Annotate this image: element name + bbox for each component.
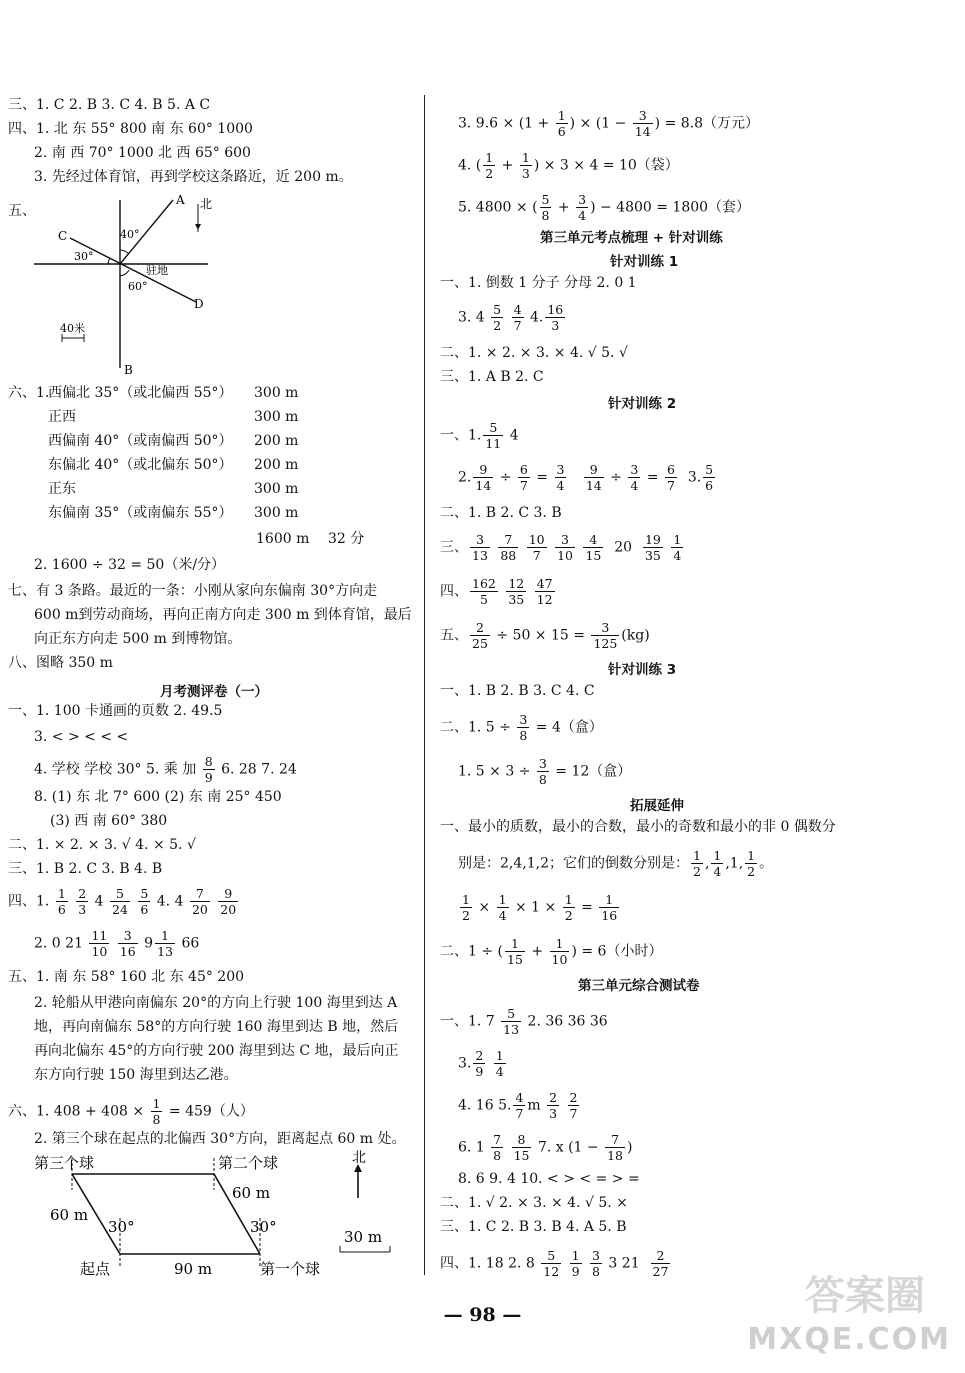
text: 9 [144,935,154,952]
text: 二、1. 5 ÷ [440,719,511,736]
ball3-label: 第三个球 [34,1154,95,1172]
text: 6. 1 [458,1139,485,1156]
fraction: $\frac{5}{6}$ [140,886,149,917]
text: 4 [509,427,519,444]
fraction: $\frac{3}{4}$ [578,192,587,223]
fraction: $\frac{1}{2}$ [747,848,756,879]
fraction: $\frac{9}{14}$ [475,462,492,493]
fraction: $\frac{5}{24}$ [112,886,128,917]
ball2-label: 第二个球 [218,1154,279,1172]
answer-line: 二、1 ÷ ( $\frac{1}{15}$ + $\frac{1}{10}$ ) = 6（小时） [440,936,663,967]
fraction: $\frac{1}{6}$ [557,108,566,139]
fraction: $\frac{16}{3}$ [547,302,564,333]
answer-line: 二、1. × 2. × 3. √ 4. × 5. √ [8,837,196,853]
answer-line: 5. 4800 × ( $\frac{5}{8}$ + $\frac{3}{4}$ ) − 4800 = 1800（套） [458,192,751,223]
answer-line: (3) 西 南 60° 380 [50,813,168,829]
answer-line: 三、1. C 2. B 3. B 4. A 5. B [440,1219,627,1235]
fraction: $\frac{1}{4}$ [713,848,722,879]
denominator: 9 [204,770,213,785]
answer-line: 三、1. C 2. B 3. C 4. B 5. A C [8,97,211,113]
direction-row-text: 西偏南 40°（或南偏西 50°） [48,433,233,449]
answer-line [440,576,557,607]
answer-line: 三、1. B 2. C 3. B 4. B [8,861,163,877]
fraction: $\frac{4}{7}$ [515,1090,524,1121]
answer-line: 2. 第三个球在起点的北偏西 30°方向，距离起点 60 m 处。 [34,1131,406,1147]
fraction: $\frac{3}{8}$ [538,756,547,787]
answer-line [440,712,603,743]
text: 2. 36 36 36 [527,1013,608,1030]
fraction: $\frac{7}{8}$ [493,1132,502,1163]
text: 五、 [440,627,468,644]
fraction: $\frac{5}{12}$ [543,1248,560,1279]
total-time: 32 分 [328,531,365,547]
watermark-logo: 答案圈 [805,1273,925,1319]
answer-line: 2. 南 西 70° 1000 北 西 65° 600 [34,145,251,161]
text: 3. 4 [458,309,485,326]
fraction: $\frac{4}{15}$ [585,532,602,563]
answer-line: 6. 1 $\frac{7}{8}$ $\frac{8}{15}$ 7. x (1 − $\frac{7}{18}$ ) [458,1132,633,1163]
answer-line [458,756,631,787]
angle-60: 60° [128,280,148,293]
text: 六、1. 408 + 408 × [8,1103,145,1120]
answer-line: 地，再向南偏东 58°的方向行驶 160 海里到达 B 地，然后 [34,1019,399,1035]
text: 3. [687,469,702,486]
answer-line: 二、1. B 2. C 3. B [440,505,562,521]
fraction: $\frac{6}{7}$ [666,462,675,493]
fraction: $\frac{3}{125}$ [593,620,618,651]
label-camp: 驻地 [146,264,168,277]
fraction: $\frac{2}{3}$ [78,886,87,917]
direction-row-text: 正东 [48,481,76,497]
answer-line [458,302,567,333]
section-title: 针对训练 3 [608,662,677,678]
answer-line: 三、 $\frac{3}{13}$ $\frac{7}{88}$ $\frac{10}{7}$ $\frac{3}{10}$ $\frac{4}{15}$ 20 $\frac{19}{35}$ $\frac{1}{4}$ [440,532,682,563]
answer-line: 三、1. A B 2. C [440,369,544,385]
answer-line: 五、1. 南 东 58° 160 北 东 45° 200 [8,969,245,985]
answer-line: 向正东方向走 500 m 到博物馆。 [34,631,242,647]
text: 四、1. 18 2. 8 [440,1255,535,1272]
fraction: $\frac{5}{8}$ [541,192,550,223]
fraction: $\frac{8}{15}$ [513,1132,530,1163]
text: (kg) [621,627,650,644]
answer-line: 3. < > < < < [34,729,129,745]
fraction: $\frac{2}{25}$ [472,620,488,651]
distance-60-right: 60 m [232,1184,271,1202]
text: = 12（盒） [555,763,632,780]
angle-30: 30° [74,250,94,263]
answer-line: 再向北偏东 45°的方向行驶 200 海里到达 C 地，最后向正 [34,1043,399,1059]
fraction: $\frac{9}{14}$ [585,462,602,493]
answer-line: 一、1. B 2. B 3. C 4. C [440,683,595,699]
ball-path-diagram [22,1148,402,1282]
fraction: $\frac{1}{4}$ [673,532,682,563]
fraction: $\frac{3}{4}$ [630,462,639,493]
answer-line: 3. 9.6 × (1 + $\frac{1}{6}$ ) × (1 − $\frac{3}{14}$ ) = 8.8（万元） [458,108,760,139]
text: 三、 [440,539,468,556]
direction-row-distance: 300 m [254,481,299,497]
fraction: $\frac{1}{3}$ [521,150,530,181]
text: 66 [181,935,200,952]
fraction: $\frac{5}{6}$ [705,462,714,493]
text: = 459（人） [168,1103,254,1120]
fraction: $\frac{4}{7}$ [513,302,522,333]
text: = 4（盒） [535,719,603,736]
answer-line: 四、1. 北 东 55° 800 南 东 60° 1000 [8,121,253,137]
fraction: $\frac{1}{2}$ [564,892,573,923]
fraction: $\frac{1}{4}$ [498,892,507,923]
answer-line: 8. 6 9. 4 10. < > < = > = [458,1171,640,1187]
start-label: 起点 [80,1260,111,1278]
fraction: $\frac{7}{18}$ [607,1132,623,1163]
text: ÷ 50 × 15 = [496,627,585,644]
fraction: $\frac{11}{10}$ [91,928,108,959]
text: 别是：2,4,1,2；它们的倒数分别是： [458,855,689,872]
fraction: $\frac{3}{16}$ [119,928,136,959]
ball1-label: 第一个球 [260,1260,321,1278]
label-north: 北 [200,197,213,211]
north-label: 北 [352,1150,366,1166]
distance-60-left: 60 m [50,1206,89,1224]
text: 一、1. [440,427,482,444]
fraction: $\frac{7}{88}$ [500,532,517,563]
fraction: $\frac{7}{20}$ [191,886,208,917]
text: 4. 16 5. [458,1097,512,1114]
fraction: $\frac{5}{2}$ [493,302,502,333]
answer-line [440,420,519,451]
direction-row-distance: 300 m [254,409,299,425]
text: 7. x [537,1139,564,1156]
answer-line: $\frac{1}{2}$ × $\frac{1}{4}$ × 1 × $\frac{1}{2}$ = $\frac{1}{16}$ [462,892,618,923]
answer-line [458,1090,581,1121]
direction-row-text: 正西 [48,409,76,425]
direction-row-text: 西偏北 35°（或北偏西 55°） [48,385,233,401]
section-title: 针对训练 2 [608,396,677,412]
fraction: $\frac{10}{7}$ [528,532,545,563]
fraction: $\frac{1}{10}$ [551,936,568,967]
distance-90: 90 m [174,1260,213,1278]
direction-diagram-1 [28,190,218,380]
fraction: $\frac{162}{5}$ [472,576,496,607]
fraction: $\frac{5}{11}$ [485,420,502,451]
scale-label: 40米 [60,322,85,335]
text: 4. [529,309,544,326]
watermark-site: MXQE.COM [747,1322,951,1357]
answer-line: 一、1. 100 卡通画的页数 2. 49.5 [8,703,223,719]
fraction: $\frac{2}{9}$ [475,1048,484,1079]
answer-line: 一、最小的质数，最小的合数，最小的奇数和最小的非 0 偶数分 [440,819,836,835]
section-label: 五、 [8,203,36,219]
answer-line: 600 m到劳动商场，再向正南方向走 300 m 到体育馆，最后 [34,607,412,623]
direction-row-distance: 300 m [254,505,299,521]
answer-line: 一、1. 倒数 1 分子 分母 2. 0 1 [440,275,637,291]
text: 4 [94,893,104,910]
answer-line: 4. ( $\frac{1}{2}$ + $\frac{1}{3}$ ) × 3 × 4 = 10（袋） [458,150,679,181]
text: 4. 学校 学校 30° 5. 乘 加 [34,761,197,778]
answer-line: 八、图略 350 m [8,655,113,671]
angle-30-right: 30° [250,1218,277,1236]
fraction: $\frac{6}{7}$ [519,462,528,493]
fraction: $\frac{1}{2}$ [462,892,470,923]
fraction: $\frac{3}{10}$ [557,532,573,563]
text: m [527,1097,541,1114]
section-title: 第三单元考点梳理 + 针对训练 [540,230,723,246]
fraction: $\frac{19}{35}$ [644,532,661,563]
fraction: $\frac{3}{13}$ [472,532,488,563]
answer-line: 二、1. √ 2. × 3. × 4. √ 5. × [440,1195,628,1211]
answer-line [440,1006,608,1037]
text: 2. 0 21 [34,935,83,952]
answer-line: 2. $\frac{9}{14}$ ÷ $\frac{6}{7}$ = $\frac{3}{4}$ $\frac{9}{14}$ ÷ $\frac{3}{4}$ = $\frac{6}{7}$ 3. $\frac{5}{6}$ [458,462,714,493]
answer-line [34,754,297,785]
text: 一、1. 7 [440,1013,495,1030]
fraction: $\frac{1}{8}$ [152,1096,161,1127]
column-divider [424,95,425,1275]
fraction: $\frac{12}{35}$ [508,576,525,607]
text: 4. 4 [156,893,184,910]
fraction: $\frac{1}{9}$ [571,1248,580,1279]
answer-line: 四、1. 18 2. 8 $\frac{5}{12}$ $\frac{1}{9}$ $\frac{3}{8}$ 3 21 $\frac{2}{27}$ [440,1248,669,1279]
text: 3. [458,1055,472,1072]
section-title: 针对训练 1 [610,254,679,270]
direction-row-distance: 200 m [254,433,299,449]
fraction: $\frac{2}{27}$ [652,1248,669,1279]
page-number: — 98 — [443,1304,522,1326]
direction-row-text: 东偏南 35°（或南偏东 55°） [48,505,233,521]
direction-row-text: 东偏北 40°（或北偏东 50°） [48,457,233,473]
text: ) = 6（小时） [571,943,663,960]
answer-line: 2. 轮船从甲港向南偏东 20°的方向上行驶 100 海里到达 A [34,995,398,1011]
text: 2. [458,469,472,486]
text: 二、1 ÷ ( [440,943,503,960]
answer-line: 二、1. × 2. × 3. × 4. √ 5. √ [440,345,628,361]
answer-line: 8. (1) 东 北 7° 600 (2) 东 南 25° 450 [34,789,282,805]
answer-line [8,886,240,917]
fraction: $\frac{1}{4}$ [495,1048,504,1079]
text: 四、1. [8,893,50,910]
fraction: $\frac{5}{13}$ [503,1006,520,1037]
scale-label: 30 m [344,1228,383,1246]
fraction: $\frac{1}{16}$ [601,892,618,923]
fraction: $\frac{1}{6}$ [57,886,66,917]
direction-row-distance: 300 m [254,385,299,401]
angle-40: 40° [120,228,140,241]
fraction: $\frac{2}{7}$ [569,1090,578,1121]
fraction: $\frac{3}{14}$ [634,108,651,139]
fraction: $\frac{47}{12}$ [536,576,553,607]
text: 6. 28 7. 24 [221,761,297,778]
section-title: 第三单元综合测试卷 [578,978,700,994]
answer-line [458,1048,508,1079]
fraction: $\frac{1}{2}$ [485,150,494,181]
direction-row-distance: 200 m [254,457,299,473]
fraction: $\frac{2}{3}$ [549,1090,558,1121]
answer-line: 别是：2,4,1,2；它们的倒数分别是： $\frac{1}{2}$ , $\frac{1}{4}$ ,1, $\frac{1}{2}$ 。 [458,848,774,879]
label-C: C [58,229,68,243]
answer-line: 七、有 3 条路。最近的一条：小刚从家向东偏南 30°方向走 [8,583,378,599]
label-B: B [124,363,133,377]
fraction: $\frac{1}{13}$ [157,928,173,959]
answer-line: 东方向行驶 150 海里到达乙港。 [34,1067,238,1083]
fraction: $\frac{3}{8}$ [592,1248,600,1279]
text: 3 [608,1255,618,1272]
text: 1. 5 × 3 ÷ [458,763,531,780]
angle-30-left: 30° [108,1218,135,1236]
section-label: 六、1. [8,385,50,401]
answer-line: 3. 先经过体育馆，再到学校这条路近，近 200 m。 [34,169,353,185]
label-D: D [194,297,204,311]
label-A: A [176,193,185,207]
section-title: 拓展延伸 [630,798,684,814]
section-title: 月考测评卷（一） [160,684,268,700]
answer-line [34,928,199,959]
text: 四、 [440,583,468,600]
fraction: $\frac{9}{20}$ [220,886,237,917]
answer-line [8,1096,254,1127]
fraction: $\frac{1}{2}$ [692,848,701,879]
answer-line: 2. 1600 ÷ 32 = 50（米/分） [34,557,226,573]
fraction: $\frac{1}{15}$ [507,936,523,967]
total-distance: 1600 m [256,531,310,547]
fraction: $\frac{3}{8}$ [519,712,528,743]
fraction: $\frac{3}{4}$ [556,462,565,493]
fraction [203,754,215,785]
answer-line [440,620,650,651]
numerator: 8 [204,754,213,769]
